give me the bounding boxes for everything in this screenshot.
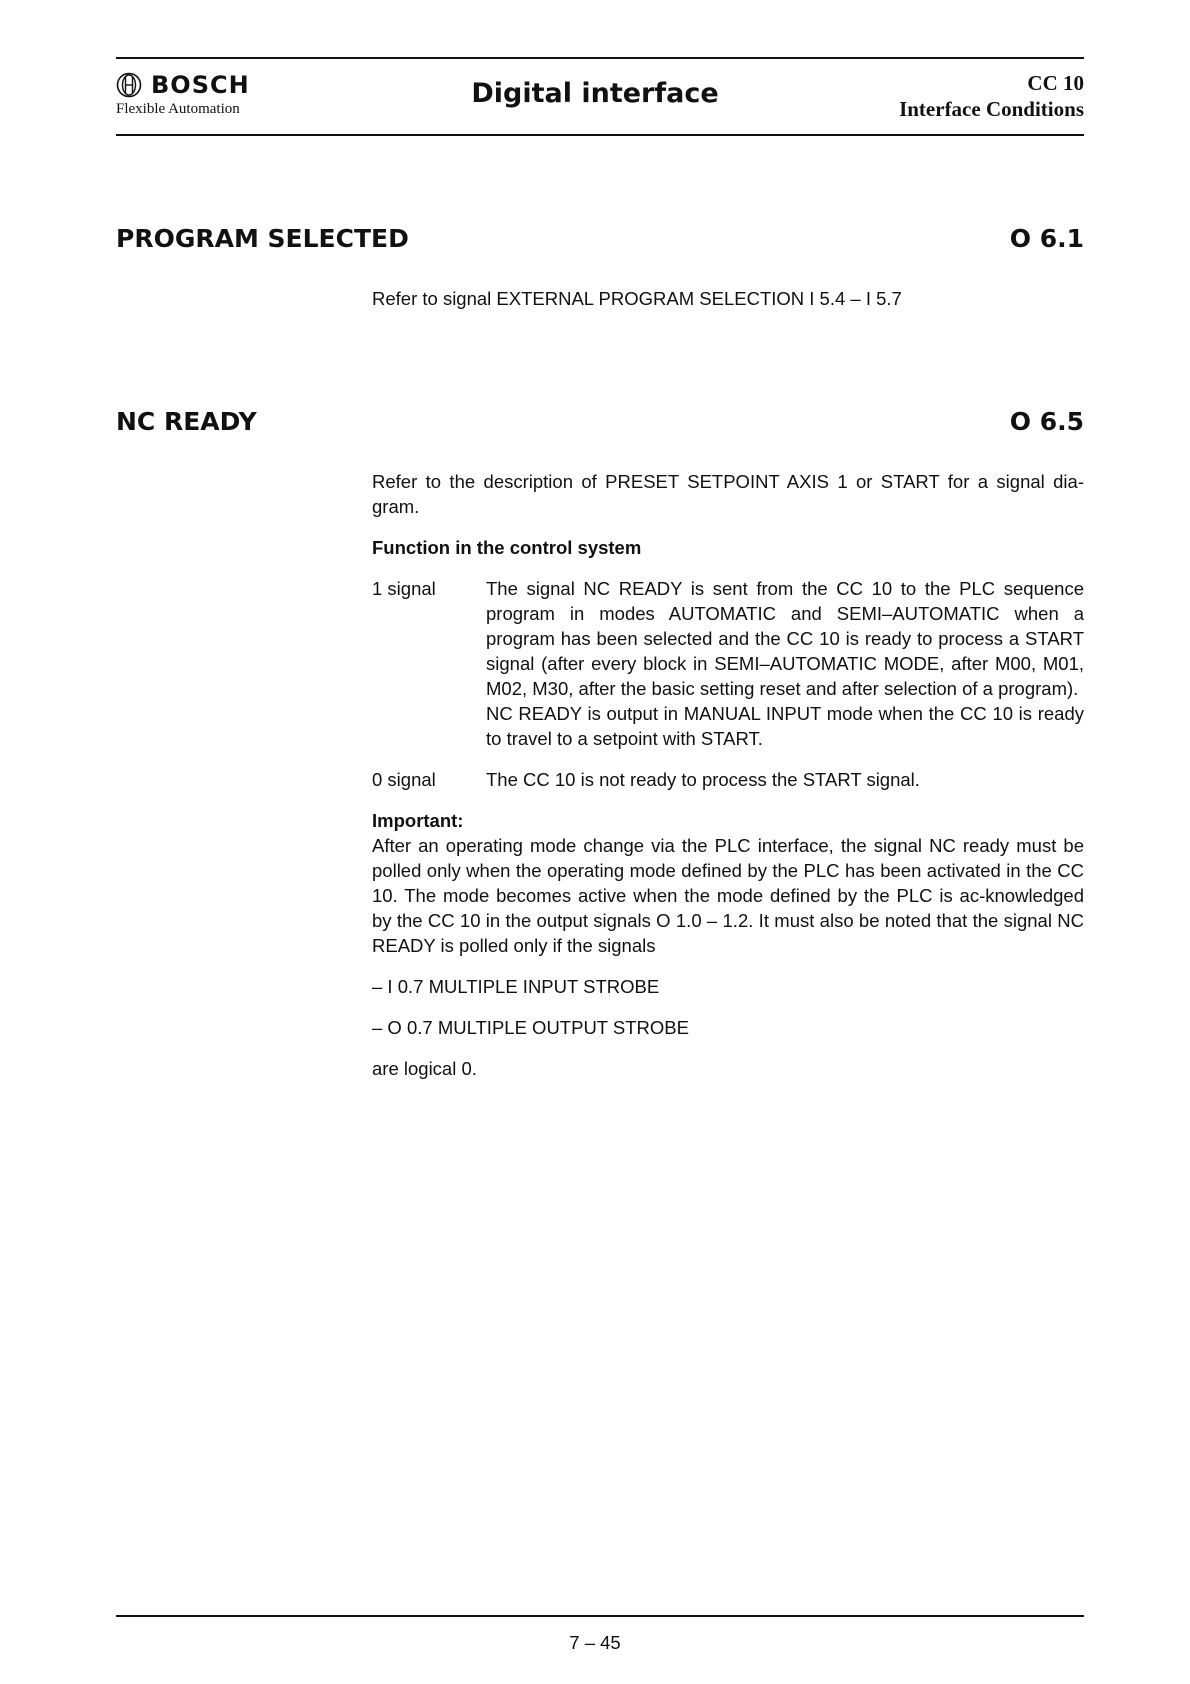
product-name: CC 10 bbox=[1027, 71, 1084, 95]
document-subtitle: Interface Conditions bbox=[899, 97, 1084, 121]
intro-paragraph: Refer to the description of PRESET SETPOINT AXIS 1 or START for a signal dia-gram. bbox=[372, 471, 1084, 517]
brand-tagline: Flexible Automation bbox=[116, 101, 240, 117]
brand-name: BOSCH bbox=[151, 71, 250, 99]
section-body-program-selected bbox=[372, 286, 1084, 311]
section-code-nc-ready: O 6.5 bbox=[1009, 407, 1084, 436]
page-number: 7 – 45 bbox=[569, 1632, 621, 1653]
signal-description bbox=[486, 576, 1084, 751]
header-product-info bbox=[899, 70, 1084, 122]
signal-row-1 bbox=[372, 576, 1084, 751]
footer-rule bbox=[116, 1615, 1084, 1617]
signal-description: The CC 10 is not ready to process the START signal. bbox=[486, 769, 920, 790]
bosch-armature-logo-icon bbox=[116, 72, 142, 98]
section-code-program-selected: O 6.1 bbox=[1009, 224, 1084, 253]
signal-text-continued: NC READY is output in MANUAL INPUT mode when the CC 10 is ready to travel to a setpoint with START. bbox=[486, 703, 1084, 749]
signal-row-0 bbox=[372, 767, 1084, 792]
section-title-nc-ready: NC READY bbox=[116, 407, 257, 436]
header-bottom-rule bbox=[116, 134, 1084, 136]
section-body-nc-ready bbox=[372, 469, 1084, 1081]
section-text: Refer to signal EXTERNAL PROGRAM SELECTION I 5.4 – I 5.7 bbox=[372, 288, 902, 309]
signal-label: 1 signal bbox=[372, 578, 436, 599]
list-item: – I 0.7 MULTIPLE INPUT STROBE bbox=[372, 976, 660, 997]
page-title: Digital interface bbox=[471, 78, 719, 109]
signal-text: The signal NC READY is sent from the CC 10 to the PLC sequence program in modes AUTOMATIC and SEMI–AUTOMATIC when a program has been selected and the CC 10 is ready to process a START signal (after every block in SEMI–AUTOMATIC MODE, after M00, M01, M02, M30, after the basic setting reset and after selection of a program). bbox=[486, 578, 1084, 699]
important-paragraph: After an operating mode change via the PLC interface, the signal NC ready must be polled only when the operating mode defined by the PLC has been activated in the CC 10. The mode becomes active when the mode defined by the PLC is ac-knowledged by the CC 10 in the output signals O 1.0 – 1.2. It must also be noted that the signal NC READY is polled only if the signals bbox=[372, 835, 1084, 956]
signal-label: 0 signal bbox=[372, 769, 436, 790]
important-heading: Important: bbox=[372, 810, 464, 831]
function-heading: Function in the control system bbox=[372, 537, 642, 558]
list-item: – O 0.7 MULTIPLE OUTPUT STROBE bbox=[372, 1017, 689, 1038]
bosch-logo bbox=[116, 72, 316, 122]
section-title-program-selected: PROGRAM SELECTED bbox=[116, 224, 409, 253]
closing-text: are logical 0. bbox=[372, 1058, 477, 1079]
header-top-rule bbox=[116, 57, 1084, 59]
